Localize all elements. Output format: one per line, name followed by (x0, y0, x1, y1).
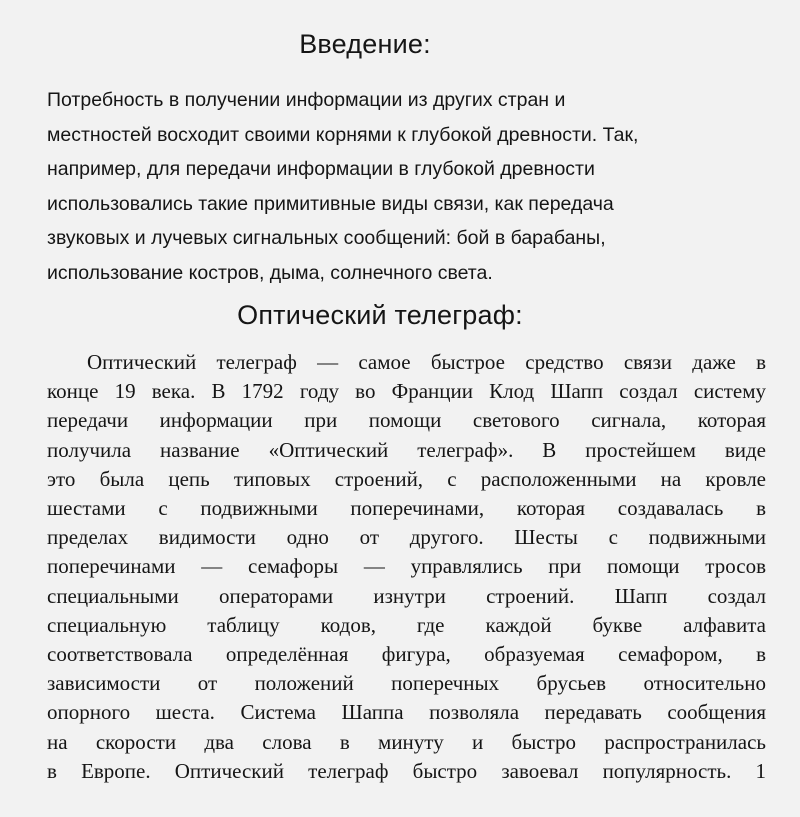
text-line: специальную таблицу кодов, где каждой букве алфавита (47, 612, 766, 637)
text-line: поперечинами — семафоры — управлялись при помощи тросов (47, 554, 766, 579)
text-line: например, для передачи информации в глубокой древности (47, 158, 595, 180)
text-line: специальными операторами изнутри строений. Шапп создал (47, 583, 766, 608)
text-line: опорного шеста. Система Шаппа позволяла передавать сообщения (47, 700, 766, 725)
section-heading-introduction: Введение: (299, 29, 431, 59)
text-line: пределах видимости одно от другого. Шесты с подвижными (47, 525, 766, 550)
text-line: получила название «Оптический телеграф». В простейшем виде (47, 437, 766, 462)
text-line: местностей восходит своими корнями к глубокой древности. Так, (47, 123, 639, 146)
text-line: на скорости два слова в минуту и быстро распространилась (47, 729, 766, 754)
text-line: использовались такие примитивные виды связи, как передача (47, 192, 614, 215)
text-line: это была цепь типовых строений, с расположенными на кровле (47, 466, 766, 491)
text-line: соответствовала определённая фигура, образуемая семафором, в (47, 642, 766, 667)
text-line: конце 19 века. В 1792 году во Франции Клод Шапп создал систему (47, 379, 766, 404)
text-line: Оптический телеграф — самое быстрое средство связи даже в (87, 350, 766, 374)
section-heading-optical-telegraph: Оптический телеграф: (237, 300, 523, 330)
text-line: в Европе. Оптический телеграф быстро завоевал популярность. 1 (47, 758, 766, 783)
text-line: зависимости от положений поперечных брусьев относительно (47, 671, 766, 696)
text-line: звуковых и лучевых сигнальных сообщений: бой в барабаны, (47, 227, 606, 249)
optical-telegraph-paragraph (47, 348, 766, 786)
intro-paragraph (47, 83, 747, 290)
text-line: передачи информации при помощи светового сигнала, которая (47, 408, 766, 433)
text-line: Потребность в получении информации из других стран и (47, 89, 566, 111)
text-line: шестами с подвижными поперечинами, которая создавалась в (47, 496, 766, 521)
text-line: использование костров, дыма, солнечного света. (47, 261, 493, 284)
